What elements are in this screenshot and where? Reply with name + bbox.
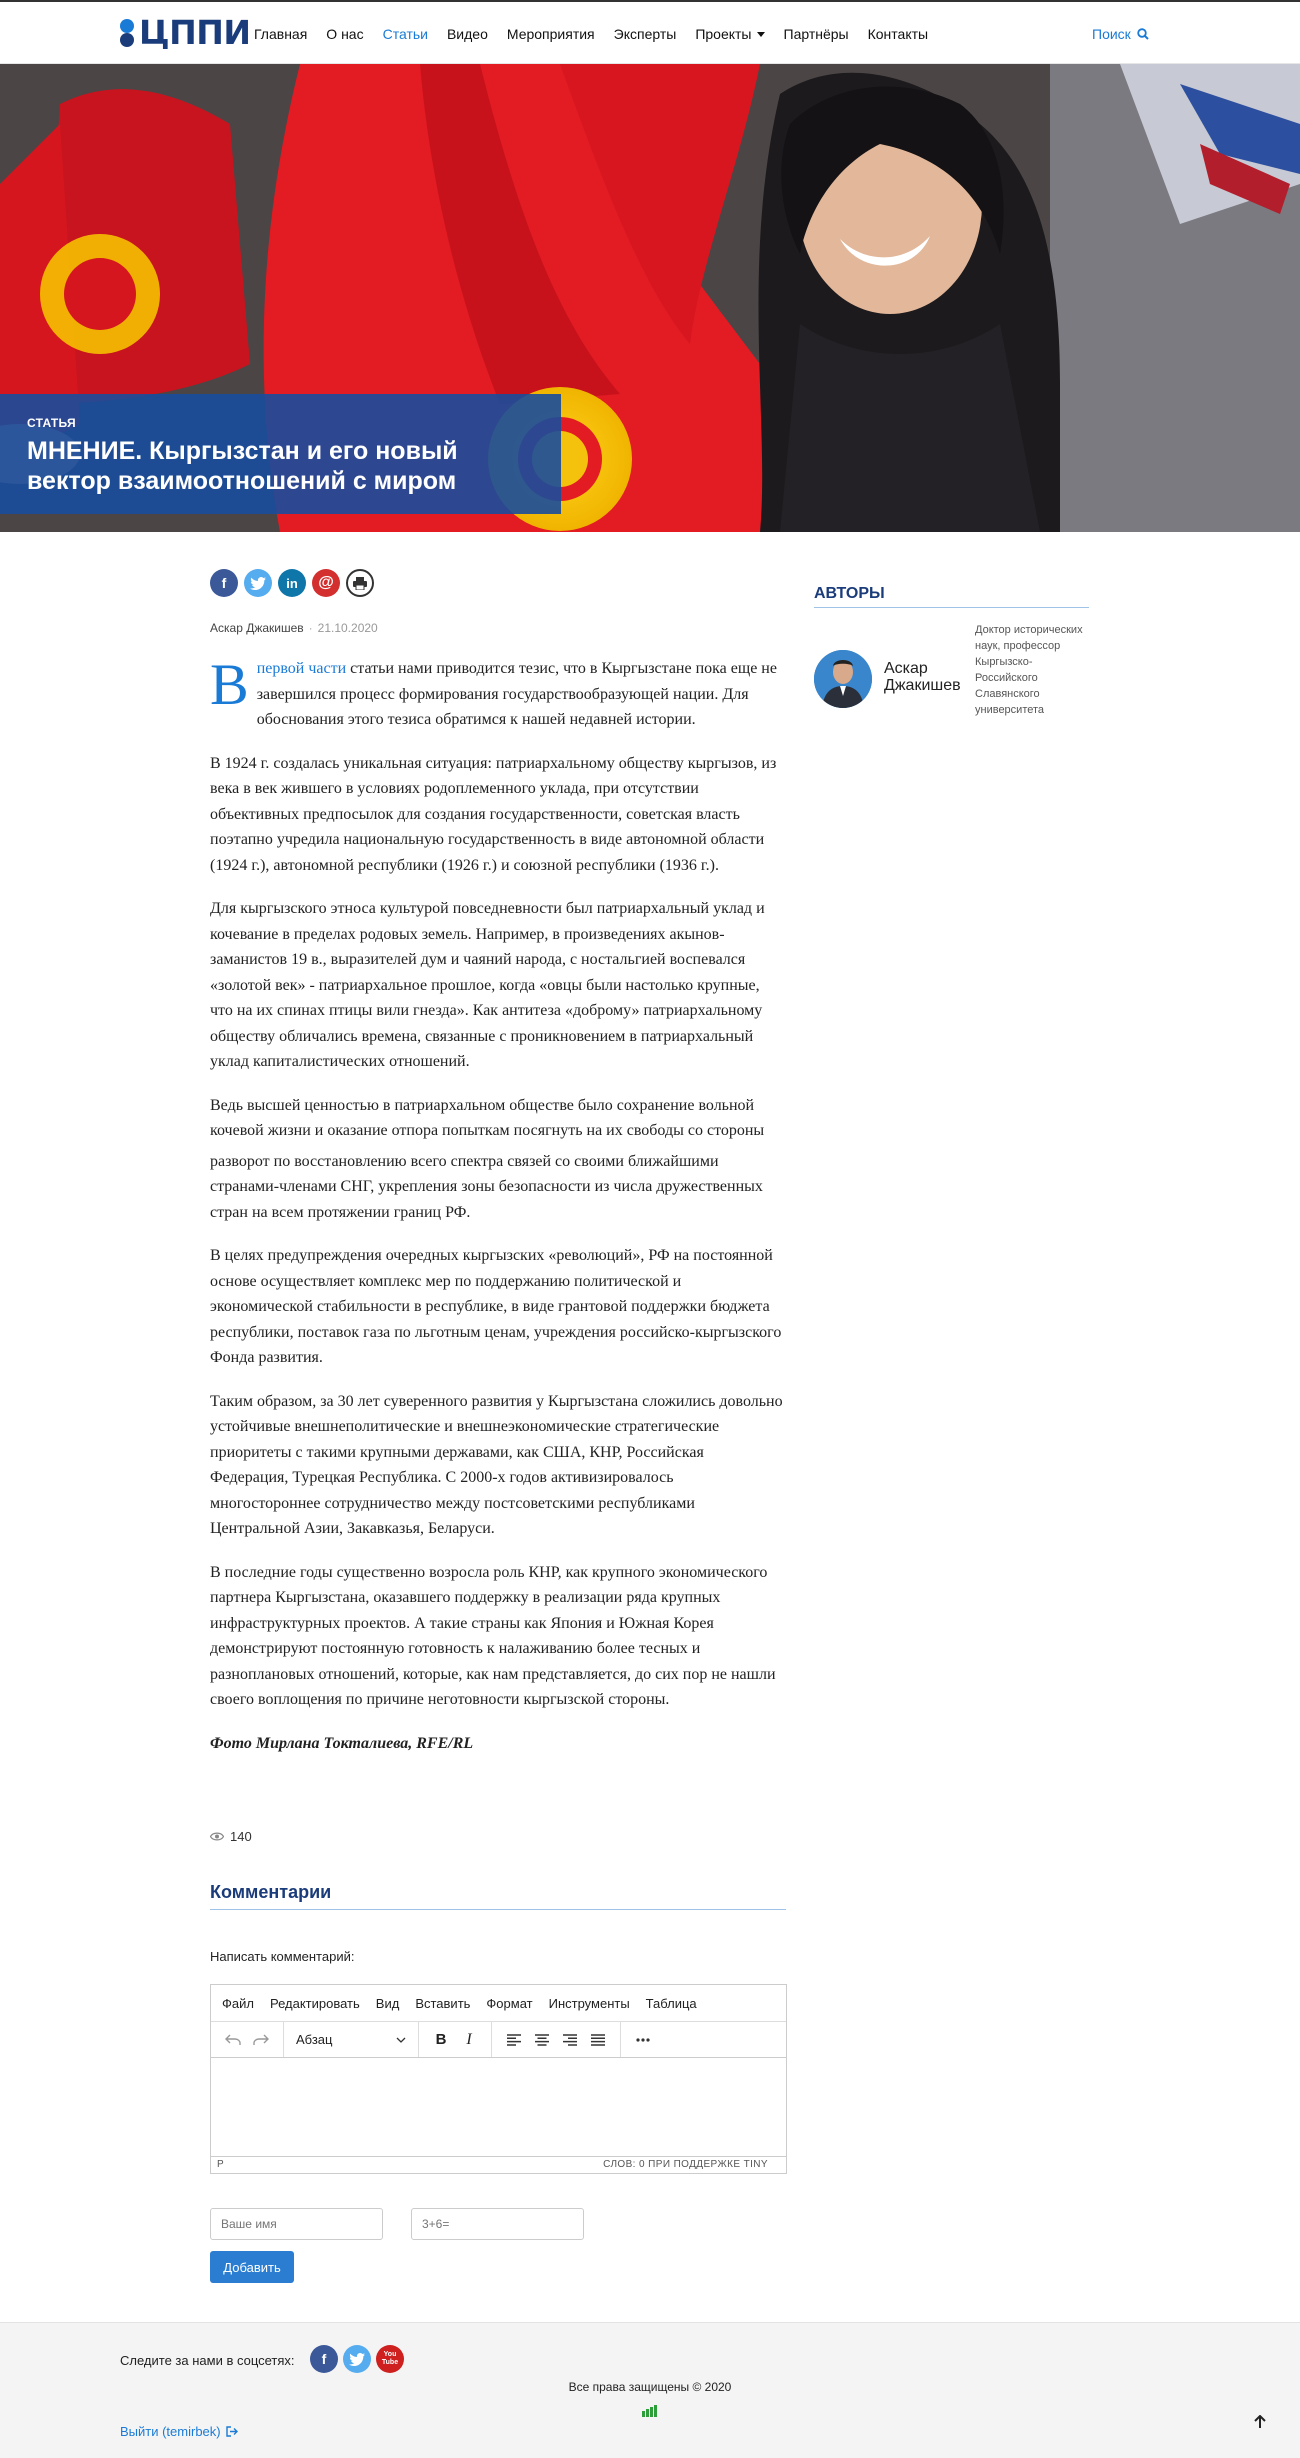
article-paragraph-8: В последние годы существенно возросла роль КНР, как крупного экономического партнера Кыргызстана, оказавшего поддержку в реализации ряда крупных инфраструктурных проектов. А такие страны как Япония и Южная Корея демонстрируют постоянную готовность к налаживанию более тесных и разноплановых отношений, которые, как нам представляется, до сих пор не нашли своего воплощения по причине неготовности кыргызской стороны.: [210, 1563, 776, 1708]
editor-statusbar: [211, 2156, 786, 2171]
site-logo[interactable]: [120, 13, 251, 52]
hero-category: СТАТЬЯ: [27, 416, 76, 430]
editor-toolbar: [211, 2022, 786, 2058]
views-count: 140: [230, 1829, 252, 1844]
arrow-up-icon[interactable]: [1254, 2415, 1266, 2429]
article-date: 21.10.2020: [317, 621, 378, 635]
follow-label: Следите за нами в соцсетях:: [120, 2353, 295, 2368]
first-part-link[interactable]: первой части: [256, 660, 347, 677]
photo-credit: Фото Мирлана Токталиева, RFE/RL: [210, 1734, 474, 1752]
name-input[interactable]: [210, 2208, 383, 2240]
align-justify-icon[interactable]: [584, 2026, 612, 2054]
bold-icon[interactable]: B: [435, 2031, 447, 2048]
footer-facebook-icon[interactable]: f: [310, 2345, 338, 2373]
undo-icon[interactable]: [219, 2026, 247, 2054]
hero-title: МНЕНИЕ. Кыргызстан и его новый вектор взаимоотношений с миром: [27, 437, 458, 495]
format-group: [284, 2022, 419, 2057]
editor-menubar: [211, 1985, 786, 2022]
article-author[interactable]: Аскар Джакишев: [210, 621, 304, 635]
main-nav: [254, 26, 947, 42]
align-group: [492, 2022, 621, 2057]
nav-item-projects-label: Проекты: [695, 26, 752, 42]
comments-title: Комментарии: [210, 1882, 786, 1910]
write-comment-label: Написать комментарий:: [210, 1949, 355, 1964]
italic-icon[interactable]: I: [466, 2030, 472, 2048]
editor-wordcount: СЛОВ: 0 ПРИ ПОДДЕРЖКЕ TINY: [603, 2158, 768, 2170]
article-meta: [210, 621, 378, 635]
author-avatar[interactable]: [814, 650, 872, 708]
article-paragraph-6: В целях предупреждения очередных кыргызских «революций», РФ на постоянной основе осуществляет комплекс мер по поддержанию политической и экономической стабильности в республике, в виде грантовой поддержки бюджета республики, поставок газа по льготным ценам, учреждения российско-кыргызского Фонда развития.: [210, 1247, 782, 1366]
nav-item-contacts[interactable]: Контакты: [867, 26, 929, 42]
comment-editor: [210, 1984, 787, 2174]
dropcap: В: [210, 652, 249, 717]
nav-item-events[interactable]: Мероприятия: [506, 26, 595, 42]
editor-path: P: [217, 2158, 225, 2170]
hero-caption: [0, 394, 561, 514]
more-group: [621, 2022, 665, 2057]
search-button[interactable]: [1092, 26, 1149, 42]
logout-label: Выйти (temirbek): [120, 2424, 221, 2439]
menu-view[interactable]: Вид: [375, 1995, 400, 2011]
meta-separator: ·: [308, 621, 313, 635]
nav-item-video[interactable]: Видео: [446, 26, 488, 42]
article-paragraph-4: Ведь высшей ценностью в патриархальном обществе было сохранение вольной кочевой жизни и оказание отпора попыткам посягнуть на их свободы со стороны: [210, 1096, 765, 1139]
logout-link[interactable]: [120, 2424, 238, 2439]
more-icon[interactable]: [629, 2026, 657, 2054]
nav-item-experts[interactable]: Эксперты: [613, 26, 677, 42]
eye-icon: [210, 1832, 224, 1841]
align-center-icon[interactable]: [528, 2026, 556, 2054]
author-description: Доктор исторических наук, профессор Кыргызско-Российского Славянского университета: [975, 624, 1083, 716]
share-bar: [210, 569, 380, 597]
stat-counter-icon: [640, 2403, 660, 2417]
authors-title: АВТОРЫ: [814, 585, 1089, 608]
sign-out-icon: [226, 2426, 238, 2437]
linkedin-icon[interactable]: in: [278, 569, 306, 597]
search-label: Поиск: [1092, 26, 1131, 42]
style-group: [419, 2022, 492, 2057]
menu-file[interactable]: Файл: [222, 1995, 254, 2011]
article-paragraph-5: разворот по восстановлению всего спектра связей со своими ближайшими странами-членами СНГ, укрепления зоны безопасности из числа дружественных стран на всем протяжении границ РФ.: [210, 1152, 763, 1221]
footer-youtube-icon[interactable]: You Tube: [376, 2345, 404, 2373]
chevron-down-icon: [396, 2037, 406, 2043]
paragraph-1-text: статьи нами приводится тезис, что в Кыргызстане пока еще не завершился процесс формирования государствообразующей нации. Для обоснования этого тезиса обратимся к нашей недавней истории.: [256, 660, 777, 728]
align-left-icon[interactable]: [500, 2026, 528, 2054]
menu-table[interactable]: Таблица: [645, 1995, 697, 2011]
nav-item-projects[interactable]: [695, 26, 764, 42]
logo-mark: [120, 18, 136, 48]
menu-insert[interactable]: Вставить: [415, 1995, 471, 2011]
redo-icon[interactable]: [247, 2026, 275, 2054]
nav-item-home[interactable]: Главная: [254, 26, 308, 42]
navbar: [0, 2, 1300, 64]
facebook-icon[interactable]: f: [210, 569, 238, 597]
footer: [0, 2322, 1300, 2458]
copyright: Все права защищены © 2020: [568, 2380, 732, 2394]
editor-content-area[interactable]: [211, 2058, 786, 2156]
footer-twitter-icon[interactable]: [343, 2345, 371, 2373]
article-paragraph-2: В 1924 г. создалась уникальная ситуация: патриархальному обществу кыргызов, из века в век жившего в условиях родоплеменного уклада, при отсутствии объективных предпосылок для создания государственности, советская власть поэтапно учредила национальную государственность в виде автономной области (1924 г.), автономной республики (1926 г.) и союзной республики (1936 г.).: [210, 754, 777, 874]
nav-item-about[interactable]: О нас: [326, 26, 364, 42]
view-counter: [210, 1829, 252, 1844]
add-comment-button[interactable]: Добавить: [210, 2251, 294, 2283]
chevron-down-icon: [757, 32, 765, 37]
menu-format[interactable]: Формат: [486, 1995, 533, 2011]
nav-item-articles[interactable]: Статьи: [382, 26, 428, 42]
menu-edit[interactable]: Редактировать: [269, 1995, 360, 2011]
hero-banner: [0, 64, 1300, 532]
author-name[interactable]: Аскар Джакишев: [884, 660, 961, 694]
history-group: [211, 2022, 284, 2057]
logo-text: ЦППИ: [139, 13, 251, 52]
twitter-icon[interactable]: [244, 569, 272, 597]
article-paragraph-1: [210, 652, 786, 733]
nav-item-partners[interactable]: Партнёры: [783, 26, 849, 42]
article-paragraph-3: Для кыргызского этноса культурой повседневности был патриархальный уклад и кочевание в пределах родовых земель. Например, в произведениях акынов-заманистов 19 в., выразителей дум и чаяний народа, с ностальгией воспевался «золотой век» - патриархальное прошлое, когда «овцы были настолько крупные, что на их спинах птицы вили гнезда». Как антитеза «доброму» патриархальному обществу обличались времена, связанные с проникновением в патриархальный уклад капиталистических отношений.: [210, 900, 765, 1070]
article-body: [210, 652, 786, 1774]
email-icon[interactable]: @: [312, 569, 340, 597]
captcha-input[interactable]: [411, 2208, 584, 2240]
article-paragraph-7: Таким образом, за 30 лет суверенного развития у Кыргызстана сложились довольно устойчивые внешнеполитические и внешнеэкономические стратегические приоритеты с такими крупными державами, как США, КНР, Российская Федерация, Турецкая Республика. С 2000-х годов активизировалось многостороннее сотрудничество между постсоветскими республиками Центральной Азии, Закавказья, Беларуси.: [210, 1392, 783, 1537]
menu-tools[interactable]: Инструменты: [548, 1995, 630, 2011]
align-right-icon[interactable]: [556, 2026, 584, 2054]
block-format-select[interactable]: [292, 2032, 410, 2047]
search-icon: [1137, 28, 1149, 40]
print-icon[interactable]: [346, 569, 374, 597]
block-format-value: Абзац: [296, 2032, 333, 2047]
